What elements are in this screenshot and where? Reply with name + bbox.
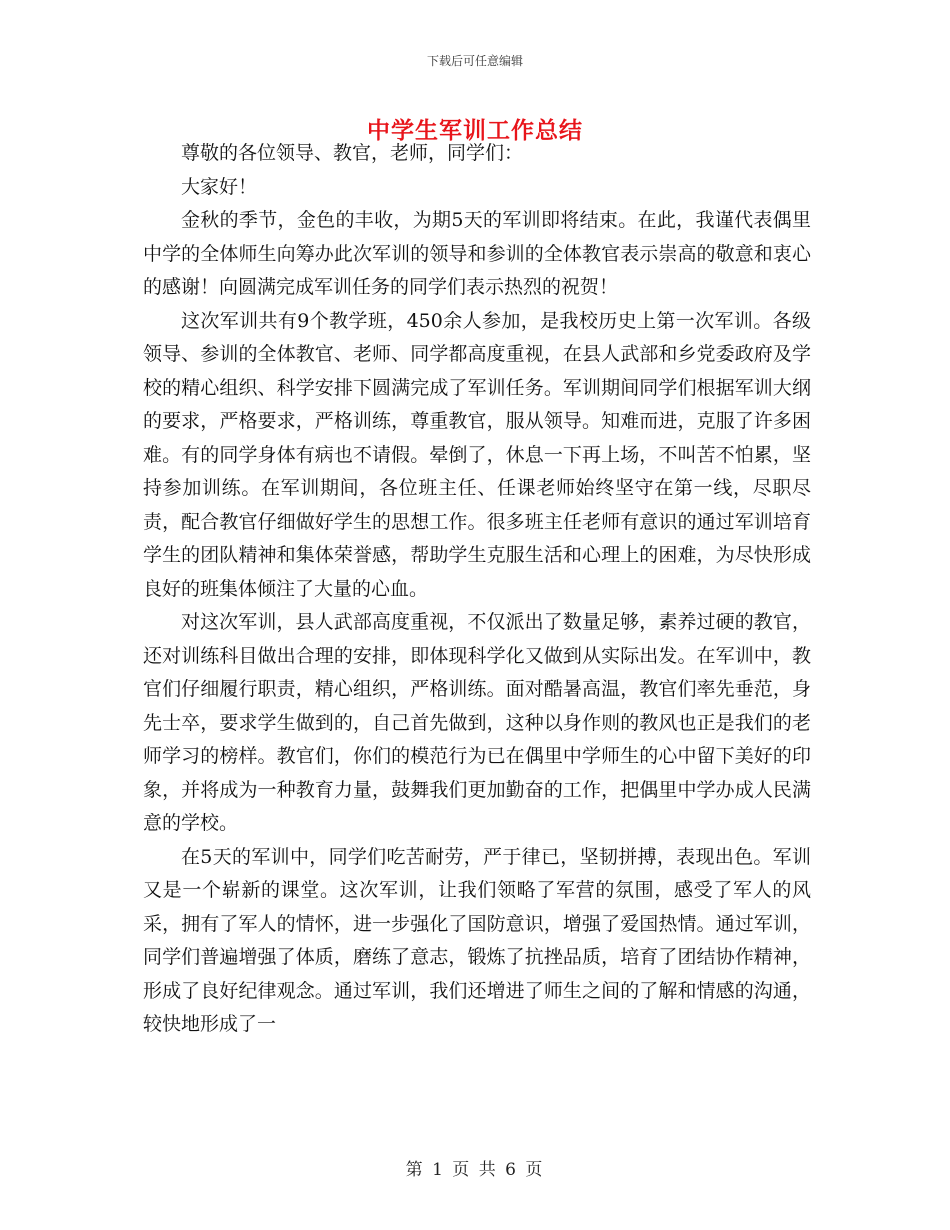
document-title: 中学生军训工作总结 — [367, 118, 583, 144]
paragraph-salutation: 尊敬的各位领导、教官，老师，同学们： — [181, 142, 524, 164]
paragraph: 这次军训共有9个教学班，450余人参加，是我校历史上第一次军训。各级领导、参训的全体教官、老师、同学都高度重视，在县人武部和乡党委政府及学校的精心组织、科学安排下圆满完成了军训任务。军训期间同学们根据军训大纲的要求，严格要求，严格训练，尊重教官，服从领导。知难而进，克服了许多困难。有的同学身体有病也不请假。晕倒了，休息一下再上场，不叫苦不怕累，坚持参加训练。在军训期间，各位班主任、任课老师始终坚守在第一线，尽职尽责，配合教官仔细做好学生的思想工作。很多班主任老师有意识的通过军训培育学生的团队精神和集体荣誉感，帮助学生克服生活和心理上的困难，为尽快形成良好的班集体倾注了大量的心血。 — [143, 309, 811, 600]
paragraph: 金秋的季节，金色的丰收，为期5天的军训即将结束。在此，我谨代表偶里中学的全体师生向筹办此次军训的领导和参训的全体教官表示崇高的敬意和衷心的感谢！向圆满完成军训任务的同学们表示热烈的祝贺！ — [143, 209, 811, 298]
paragraph: 在5天的军训中，同学们吃苦耐劳，严于律已，坚韧拼搏，表现出色。军训又是一个崭新的课堂。这次军训，让我们领略了军营的氛围，感受了军人的风采，拥有了军人的情怀，进一步强化了国防意识，增强了爱国热情。通过军训，同学们普遍增强了体质，磨练了意志，锻炼了抗挫品质，培育了团结协作精神，形成了良好纪律观念。通过军训，我们还增进了师生之间的了解和情感的沟通，较快地形成了一 — [143, 845, 811, 1035]
document-body — [143, 137, 811, 1042]
header-note: 下载后可任意编辑 — [426, 54, 523, 68]
page-footer: 第 1 页 共 6 页 — [405, 1160, 545, 1180]
paragraph-greeting: 大家好！ — [181, 175, 258, 198]
paragraph: 对这次军训，县人武部高度重视，不仅派出了数量足够，素养过硬的教官，还对训练科目做出合理的安排，即体现科学化又做到从实际出发。在军训中，教官们仔细履行职责，精心组织，严格训练。面对酷暑高温，教官们率先垂范，身先士卒，要求学生做到的，自己首先做到，这种以身作则的教风也正是我们的老师学习的榜样。教官们，你们的模范行为已在偶里中学师生的心中留下美好的印象，并将成为一种教育力量，鼓舞我们更加勤奋的工作，把偶里中学办成人民满意的学校。 — [143, 611, 811, 834]
